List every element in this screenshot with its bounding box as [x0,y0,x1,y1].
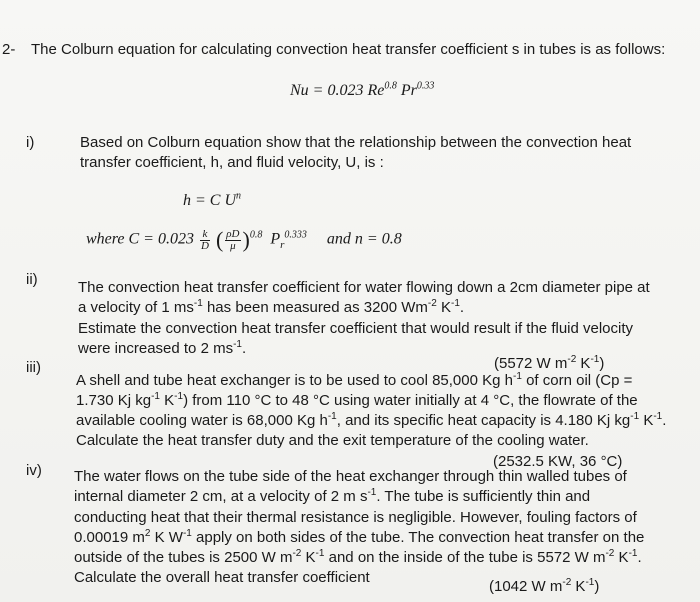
part-iv-label: iv) [26,462,42,479]
part-iv-line1: The water flows on the tube side of the heat exchanger through thin walled tubes of [74,468,627,485]
question-number: 2- [2,41,16,58]
part-i-line2: transfer coefficient, h, and fluid velocity, U, is : [80,154,384,171]
part-ii-line1: The convection heat transfer coefficient for water flowing down a 2cm diameter pipe at [78,279,650,296]
part-i-label: i) [26,134,35,151]
c-definition: where C = 0.023 $\frac{k}{D}$ ( $\frac{\rho D}{\mu}$ )$^{0.8}$ $P_r^{0.333}$ and n = 0.8 [86,227,402,252]
part-iii-label: iii) [26,359,41,376]
part-iii-line3: available cooling water is 68,000 Kg $h^{-1}$, and its specific heat capacity is 4.180 Kj $kg^{-1}$ $K^{-1}$. [76,411,667,429]
part-ii-label: ii) [26,271,38,288]
part-iv-line2: internal diameter 2 cm, at a velocity of 2 m $s^{-1}$. The tube is sufficiently thin and [74,487,591,505]
rho-d-over-mu-fraction: $\frac{\rho D}{\mu}$ [226,227,240,252]
part-ii-answer: (5572 W $m^{-2}$ $K^{-1}$) [494,354,605,372]
h-equation: h = C $U^n$ [183,190,242,209]
part-ii-line2: a velocity of 1 $ms^{-1}$ has been measured as 3200 $Wm^{-2}$ $K^{-1}$. [78,298,465,316]
part-iv-answer: (1042 W $m^{-2}$ $K^{-1}$) [489,577,600,595]
part-iv-line6: Calculate the overall heat transfer coefficient [74,569,370,586]
part-i-line1: Based on Colburn equation show that the relationship between the convection heat [80,134,632,151]
part-iii-line1: A shell and tube heat exchanger is to be used to cool 85,000 Kg $h^{-1}$ of corn oil (Cp = [76,371,633,389]
part-iii-answer: (2532.5 KW, 36 °C) [493,453,623,470]
part-ii-line4: were increased to 2 $ms^{-1}$. [78,339,247,357]
part-iv-line3: conducting heat that their thermal resistance is negligible. However, fouling factors of [74,509,637,526]
question-intro: The Colburn equation for calculating convection heat transfer coefficient s in tubes is as follows: [31,41,666,58]
part-iv-line5: outside of the tubes is 2500 W $m^{-2}$ $K^{-1}$ and on the inside of the tube is 5572 W $m^{-2}$ $K^{-1}$. [74,548,642,566]
k-over-d-fraction: $\frac{k}{D}$ [200,227,209,252]
colburn-equation: Nu = 0.023 $Re^{0.8}$ $Pr^{0.33}$ [290,80,435,99]
part-ii-line3: Estimate the convection heat transfer coefficient that would result if the fluid velocity [78,320,634,337]
part-iii-line4: Calculate the heat transfer duty and the exit temperature of the cooling water. [76,432,589,449]
part-iii-line2: 1.730 Kj $kg^{-1}$ $K^{-1}$) from 110 °C to 48 °C using water initially at 4 °C, the flowrate of the [76,391,638,409]
part-iv-line4: 0.00019 $m^2$ K $W^{-1}$ apply on both sides of the tube. The convection heat transfer on the [74,528,645,546]
